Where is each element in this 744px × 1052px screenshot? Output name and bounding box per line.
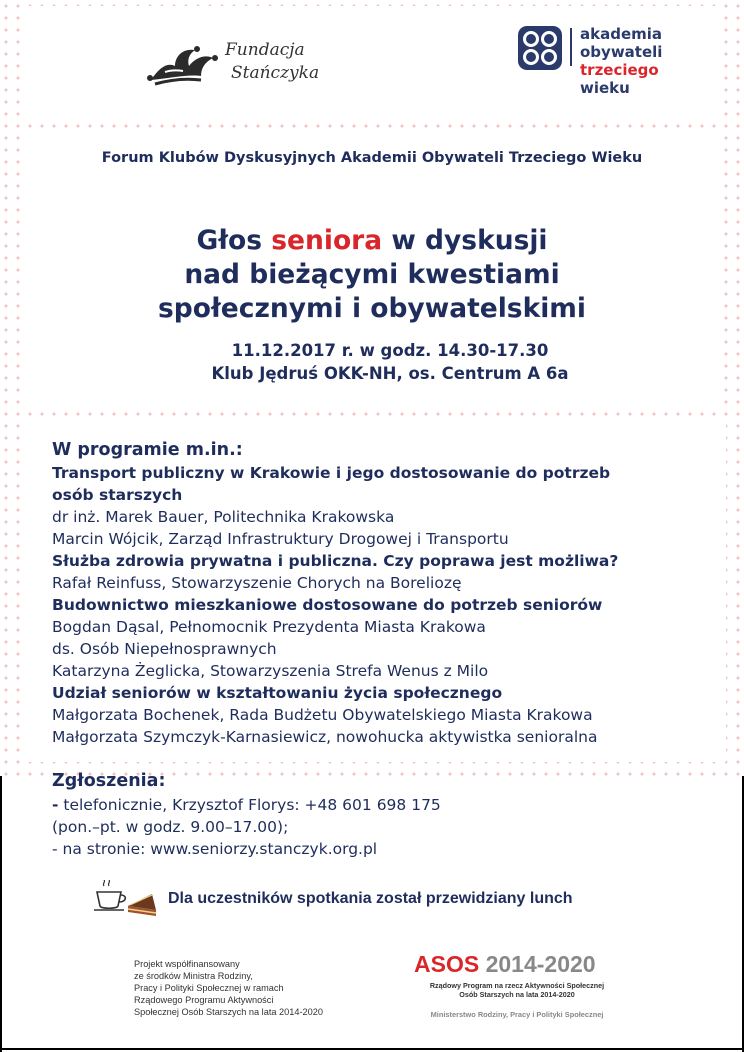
forum-title: Forum Klubów Dyskusyjnych Akademii Obywateli Trzeciego Wieku (101, 150, 643, 166)
speaker: Marcin Wójcik, Zarząd Infrastruktury Drogowej i Transportu (52, 530, 509, 548)
registration-hours: (pon.–pt. w godz. 9.00–17.00); (52, 818, 289, 836)
topic-title: Budownictwo mieszkaniowe dostosowane do potrzeb seniorów (52, 596, 603, 614)
akademia-logo-text: wieku (580, 79, 630, 97)
title-highlight: seniora (271, 225, 383, 256)
event-place: Klub Jędruś OKK-NH, os. Centrum A 6a (211, 364, 569, 383)
topic-title: Udział seniorów w kształtowaniu życia społecznego (52, 684, 503, 702)
registration-heading: Zgłoszenia: (52, 771, 166, 791)
speaker: dr inż. Marek Bauer, Politechnika Krakowska (52, 508, 395, 526)
frame-line (0, 776, 2, 1052)
cofinancing-line: Rządowego Programu Aktywności (134, 995, 274, 1005)
lunch-note: Dla uczestników spotkania został przewidziany lunch (168, 890, 573, 907)
speaker: Rafał Reinfuss, Stowarzyszenie Chorych na Boreliozę (52, 574, 462, 592)
akademia-logo-text: obywateli (580, 43, 663, 61)
speaker: ds. Osób Niepełnosprawnych (52, 640, 277, 658)
asos-subtitle-line: Rządowy Program na rzecz Aktywności Społecznej (429, 981, 605, 990)
logo-divider (570, 28, 572, 66)
speaker: Małgorzata Szymczyk-Karnasiewicz, nowohucka aktywistka senioralna (52, 728, 598, 746)
akademia-logo-text: akademia (580, 25, 663, 43)
asos-years: 2014-2020 (485, 951, 596, 977)
fundacja-logo-text: Stańczyka (231, 63, 320, 83)
dash-marker: - (52, 796, 59, 814)
asos-subtitle-line: Osób Starszych na lata 2014-2020 (459, 990, 575, 999)
frame-line (0, 1048, 744, 1050)
main-title (0, 224, 744, 326)
speaker: Małgorzata Bochenek, Rada Budżetu Obywatelskiego Miasta Krakowa (52, 706, 593, 724)
topic-title: osób starszych (52, 486, 183, 504)
registration-phone (52, 794, 712, 816)
fundacja-logo-text: Fundacja (225, 40, 305, 60)
akademia-obywateli-logo (518, 26, 718, 106)
event-date: 11.12.2017 r. w godz. 14.30-17.30 (231, 341, 549, 360)
akademia-emblem-icon (518, 26, 562, 70)
asos-ministry: Ministerstwo Rodziny, Pracy i Polityki Społecznej (430, 1010, 604, 1019)
speaker: Katarzyna Żeglicka, Stowarzyszenia Strefa Wenus z Milo (52, 662, 489, 680)
registration-section (52, 768, 712, 860)
program-heading: W programie m.in.: (52, 440, 243, 460)
title-text: w dyskusji (382, 225, 548, 256)
fundacja-stanczyka-logo (145, 38, 335, 98)
coffee-cake-icon (94, 880, 158, 920)
asos-title (414, 950, 596, 978)
akademia-logo-text: trzeciego (580, 61, 659, 79)
cofinancing-line: ze środków Ministra Rodziny, (134, 971, 253, 981)
program-section (52, 438, 732, 748)
speaker: Bogdan Dąsal, Pełnomocnik Prezydenta Miasta Krakowa (52, 618, 486, 636)
cofinancing-note (134, 958, 364, 1018)
asos-logo (412, 950, 622, 1030)
topic-title: Transport publiczny w Krakowie i jego dostosowanie do potrzeb (52, 464, 611, 482)
jester-hat-icon (145, 40, 219, 96)
main-title-line: nad bieżącymi kwestiami (184, 259, 560, 290)
main-title-line: społecznymi i obywatelskimi (158, 293, 586, 324)
cofinancing-line: Pracy i Polityki Społecznej w ramach (134, 983, 284, 993)
main-title-line (0, 224, 744, 258)
asos-subtitle (412, 981, 622, 999)
cofinancing-line: Projekt współfinansowany (134, 959, 240, 969)
asos-name: ASOS (414, 951, 480, 977)
topic-title: Służba zdrowia prywatna i publiczna. Czy poprawa jest możliwa? (52, 552, 619, 570)
title-text: Głos (196, 225, 272, 256)
cofinancing-line: Społecznej Osób Starszych na lata 2014-2020 (134, 1007, 323, 1017)
registration-text: telefonicznie, Krzysztof Florys: +48 601 698 175 (58, 796, 441, 814)
registration-website: - na stronie: www.seniorzy.stanczyk.org.pl (52, 840, 378, 858)
